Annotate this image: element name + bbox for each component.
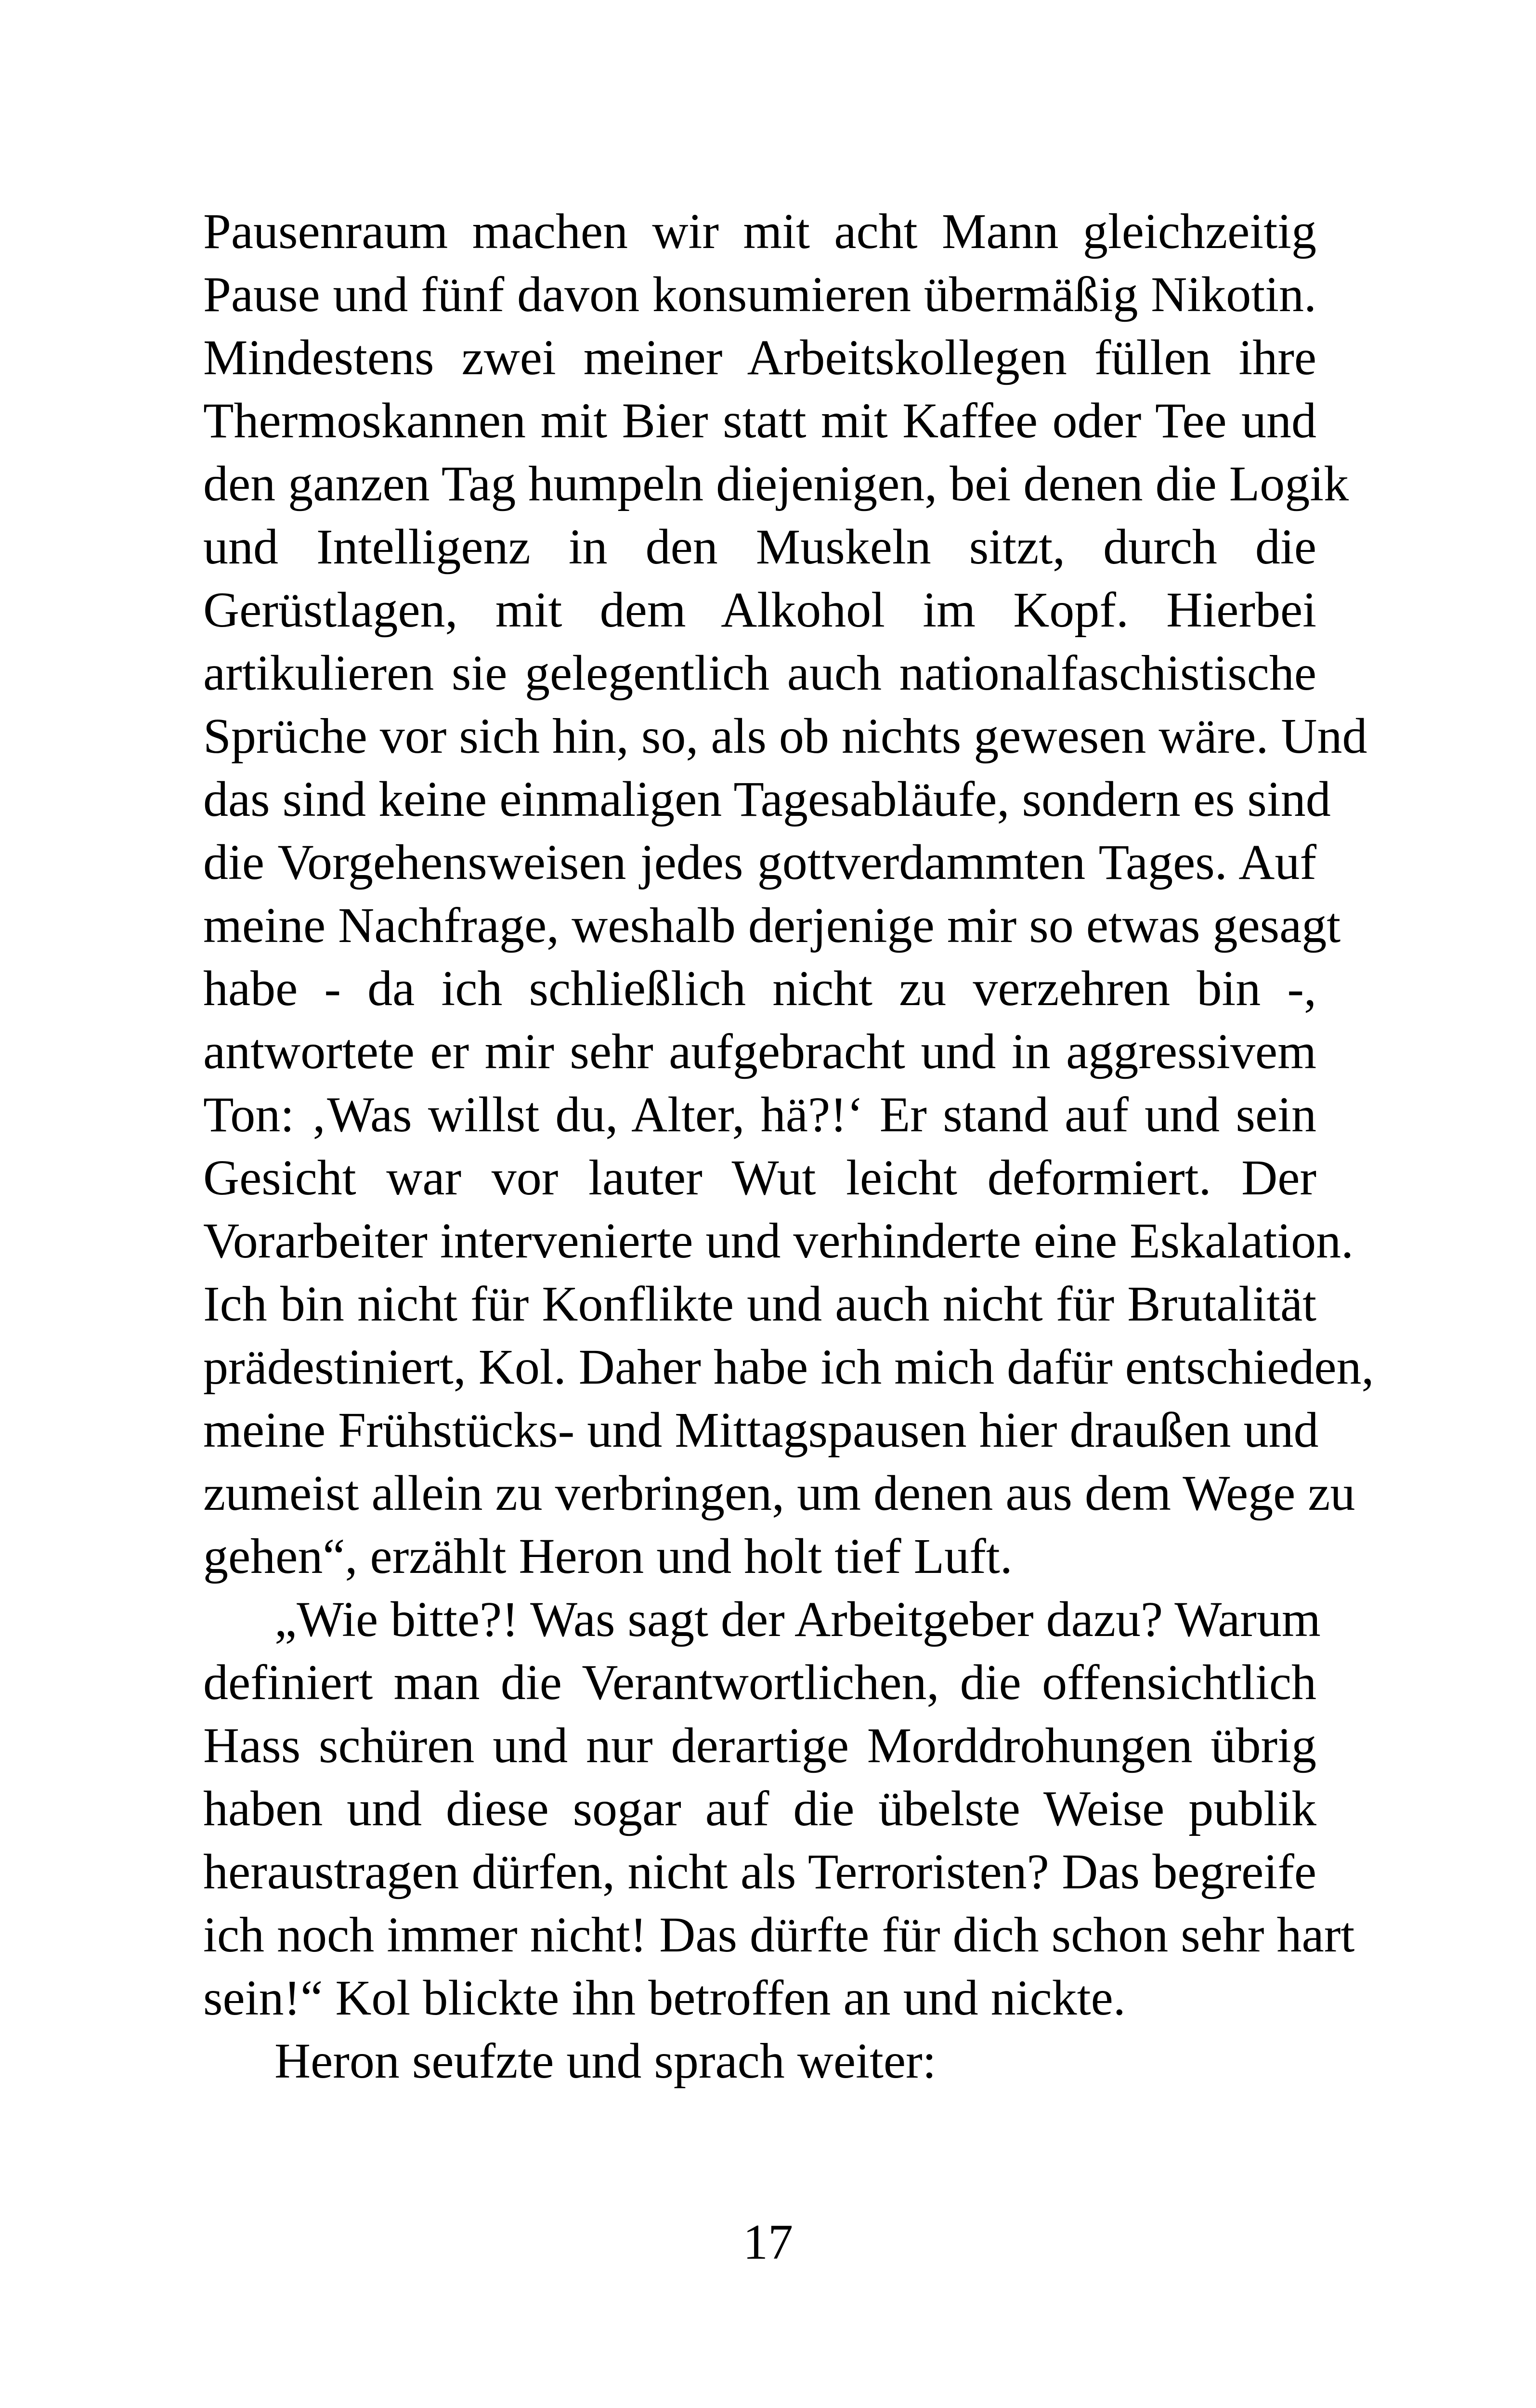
text-line: Gerüstlagen, mit dem Alkohol im Kopf. Hierbei: [203, 582, 1316, 638]
text-line: die Vorgehensweisen jedes gottverdammten Tages. Auf: [203, 835, 1316, 890]
text-line: Thermoskannen mit Bier statt mit Kaffee oder Tee und: [203, 393, 1316, 448]
text-line: und Intelligenz in den Muskeln sitzt, durch die: [203, 519, 1316, 575]
text-line: „Wie bitte?! Was sagt der Arbeitgeber dazu? Warum: [274, 1592, 1321, 1647]
body-text: [203, 200, 1374, 2093]
text-line: Pause und fünf davon konsumieren übermäßig Nikotin.: [203, 267, 1316, 322]
text-line: gehen“, erzählt Heron und holt tief Luft.: [203, 1529, 1013, 1584]
text-line: Ich bin nicht für Konflikte und auch nicht für Brutalität: [203, 1276, 1316, 1332]
text-line: das sind keine einmaligen Tagesabläufe, sondern es sind: [203, 772, 1331, 827]
text-line: haben und diese sogar auf die übelste Weise publik: [203, 1781, 1316, 1836]
page-number: 17: [743, 2214, 793, 2270]
text-line: ich noch immer nicht! Das dürfte für dich schon sehr hart: [203, 1907, 1355, 1963]
text-line: zumeist allein zu verbringen, um denen aus dem Wege zu: [203, 1466, 1355, 1521]
text-line: artikulieren sie gelegentlich auch nationalfaschistische: [203, 645, 1316, 701]
text-line: prädestiniert, Kol. Daher habe ich mich dafür entschieden,: [203, 1339, 1374, 1395]
text-line: Hass schüren und nur derartige Morddrohungen übrig: [203, 1718, 1316, 1773]
text-line: Sprüche vor sich hin, so, als ob nichts gewesen wäre. Und: [203, 708, 1367, 764]
text-line: den ganzen Tag humpeln diejenigen, bei denen die Logik: [203, 456, 1349, 511]
text-line: Mindestens zwei meiner Arbeitskollegen füllen ihre: [203, 330, 1316, 385]
text-line: meine Nachfrage, weshalb derjenige mir so etwas gesagt: [203, 898, 1341, 953]
text-line: Vorarbeiter intervenierte und verhinderte eine Eskalation.: [203, 1213, 1354, 1269]
text-line: heraustragen dürfen, nicht als Terroristen? Das begreife: [203, 1844, 1316, 1899]
text-line: Gesicht war vor lauter Wut leicht deformiert. Der: [203, 1150, 1316, 1205]
text-line: Ton: ‚Was willst du, Alter, hä?!‘ Er stand auf und sein: [203, 1087, 1316, 1142]
text-line: antwortete er mir sehr aufgebracht und in aggressivem: [203, 1024, 1316, 1079]
text-line: habe - da ich schließlich nicht zu verzehren bin -,: [203, 961, 1316, 1016]
text-line: sein!“ Kol blickte ihn betroffen an und nickte.: [203, 1970, 1126, 2026]
text-line: definiert man die Verantwortlichen, die offensichtlich: [203, 1655, 1316, 1710]
text-line: meine Frühstücks- und Mittagspausen hier draußen und: [203, 1402, 1319, 1458]
text-line: Pausenraum machen wir mit acht Mann gleichzeitig: [203, 204, 1316, 259]
text-line: Heron seufzte und sprach weiter:: [274, 2033, 937, 2089]
